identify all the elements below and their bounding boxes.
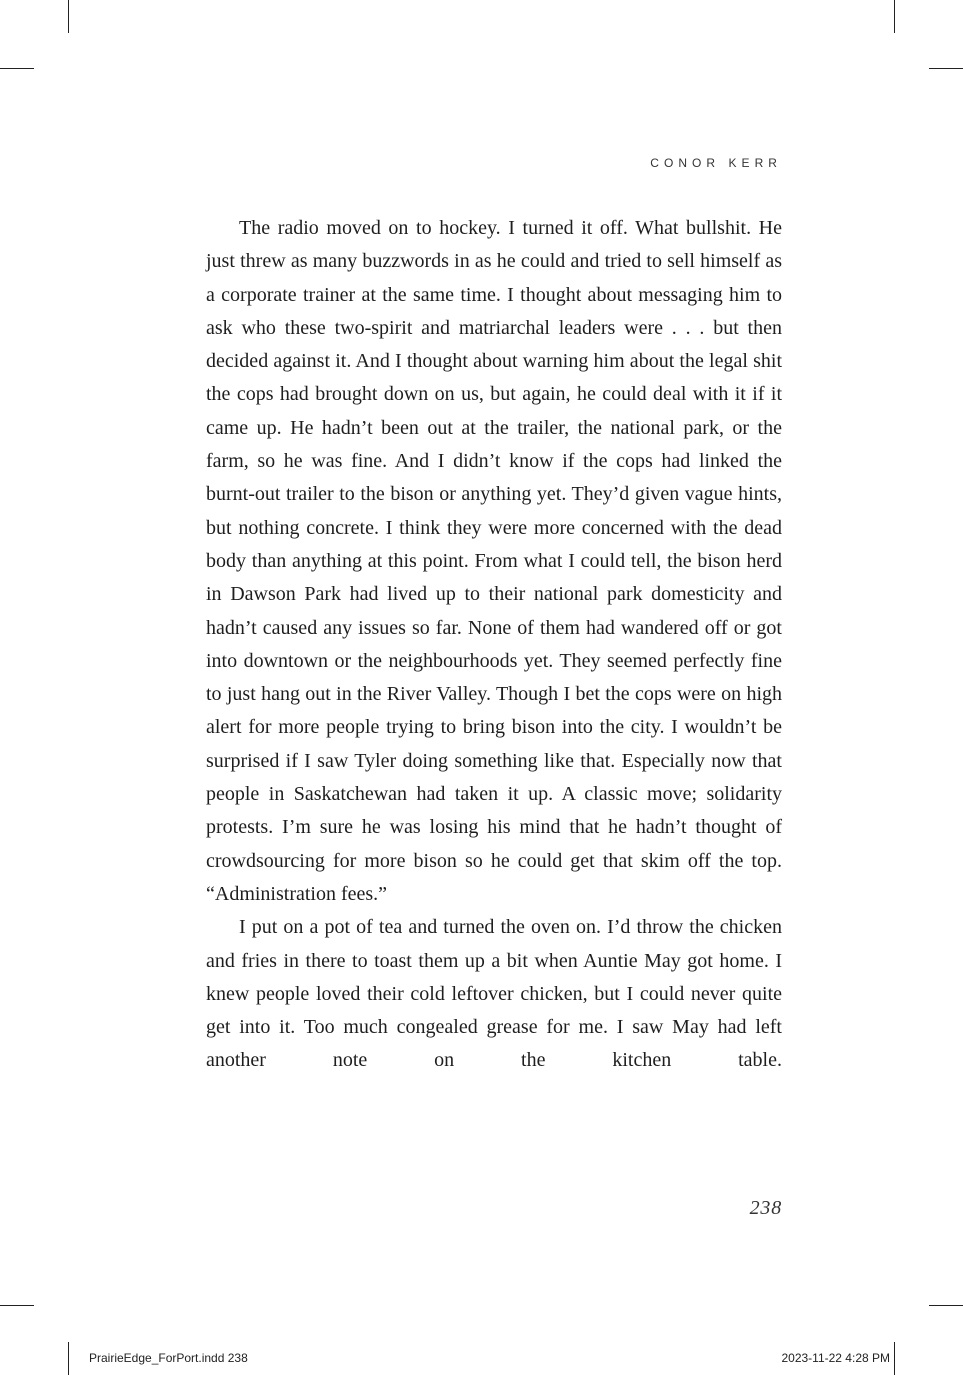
paragraph: I put on a pot of tea and turned the oven on. I’d throw the chicken and fries in there to toast them up a bit when Auntie May got home. I knew people loved their cold leftover chicken, but I could never quite get into it. Too much congealed grease for me. I saw May had left another note on the kitchen table. <box>206 916 782 1072</box>
crop-mark <box>929 1305 963 1306</box>
crop-mark <box>894 1342 895 1375</box>
crop-mark <box>0 68 34 69</box>
crop-mark <box>894 0 895 33</box>
crop-mark <box>68 0 69 33</box>
page-number: 238 <box>749 1197 782 1219</box>
running-head: CONOR KERR <box>650 156 782 170</box>
crop-mark <box>929 68 963 69</box>
crop-mark <box>0 1305 34 1306</box>
body-text <box>206 212 782 1078</box>
crop-mark <box>68 1342 69 1375</box>
slug-timestamp: 2023-11-22 4:28 PM <box>781 1351 890 1365</box>
slug-file-name: PrairieEdge_ForPort.indd 238 <box>89 1351 248 1365</box>
paragraph: The radio moved on to hockey. I turned it off. What bullshit. He just threw as many buzzwords in as he could and tried to sell himself as a corporate trainer at the same time. I thought about messaging him to ask who these two-spirit and matriarchal leaders were . . . but then decided against it. And I thought about warning him about the legal shit the cops had brought down on us, but again, he could deal with it if it came up. He hadn’t been out at the trailer, the national park, or the farm, so he was fine. And I didn’t know if the cops had linked the burnt-out trailer to the bison or anything yet. They’d given vague hints, but nothing concrete. I think they were more concerned with the dead body than anything at this point. From what I could tell, the bison herd in Dawson Park had lived up to their national park domesticity and hadn’t caused any issues so far. None of them had wandered off or got into downtown or the neighbourhoods yet. They seemed perfectly fine to just hang out in the River Valley. Though I bet the cops were on high alert for more people trying to bring bison into the city. I wouldn’t be surprised if I saw Tyler doing something like that. Especially now that people in Saskatchewan had taken it up. A classic move; solidarity protests. I’m sure he was losing his mind that he hadn’t thought of crowdsourcing for more bison so he could get that skim off the top. “Administration fees.” <box>206 217 782 905</box>
